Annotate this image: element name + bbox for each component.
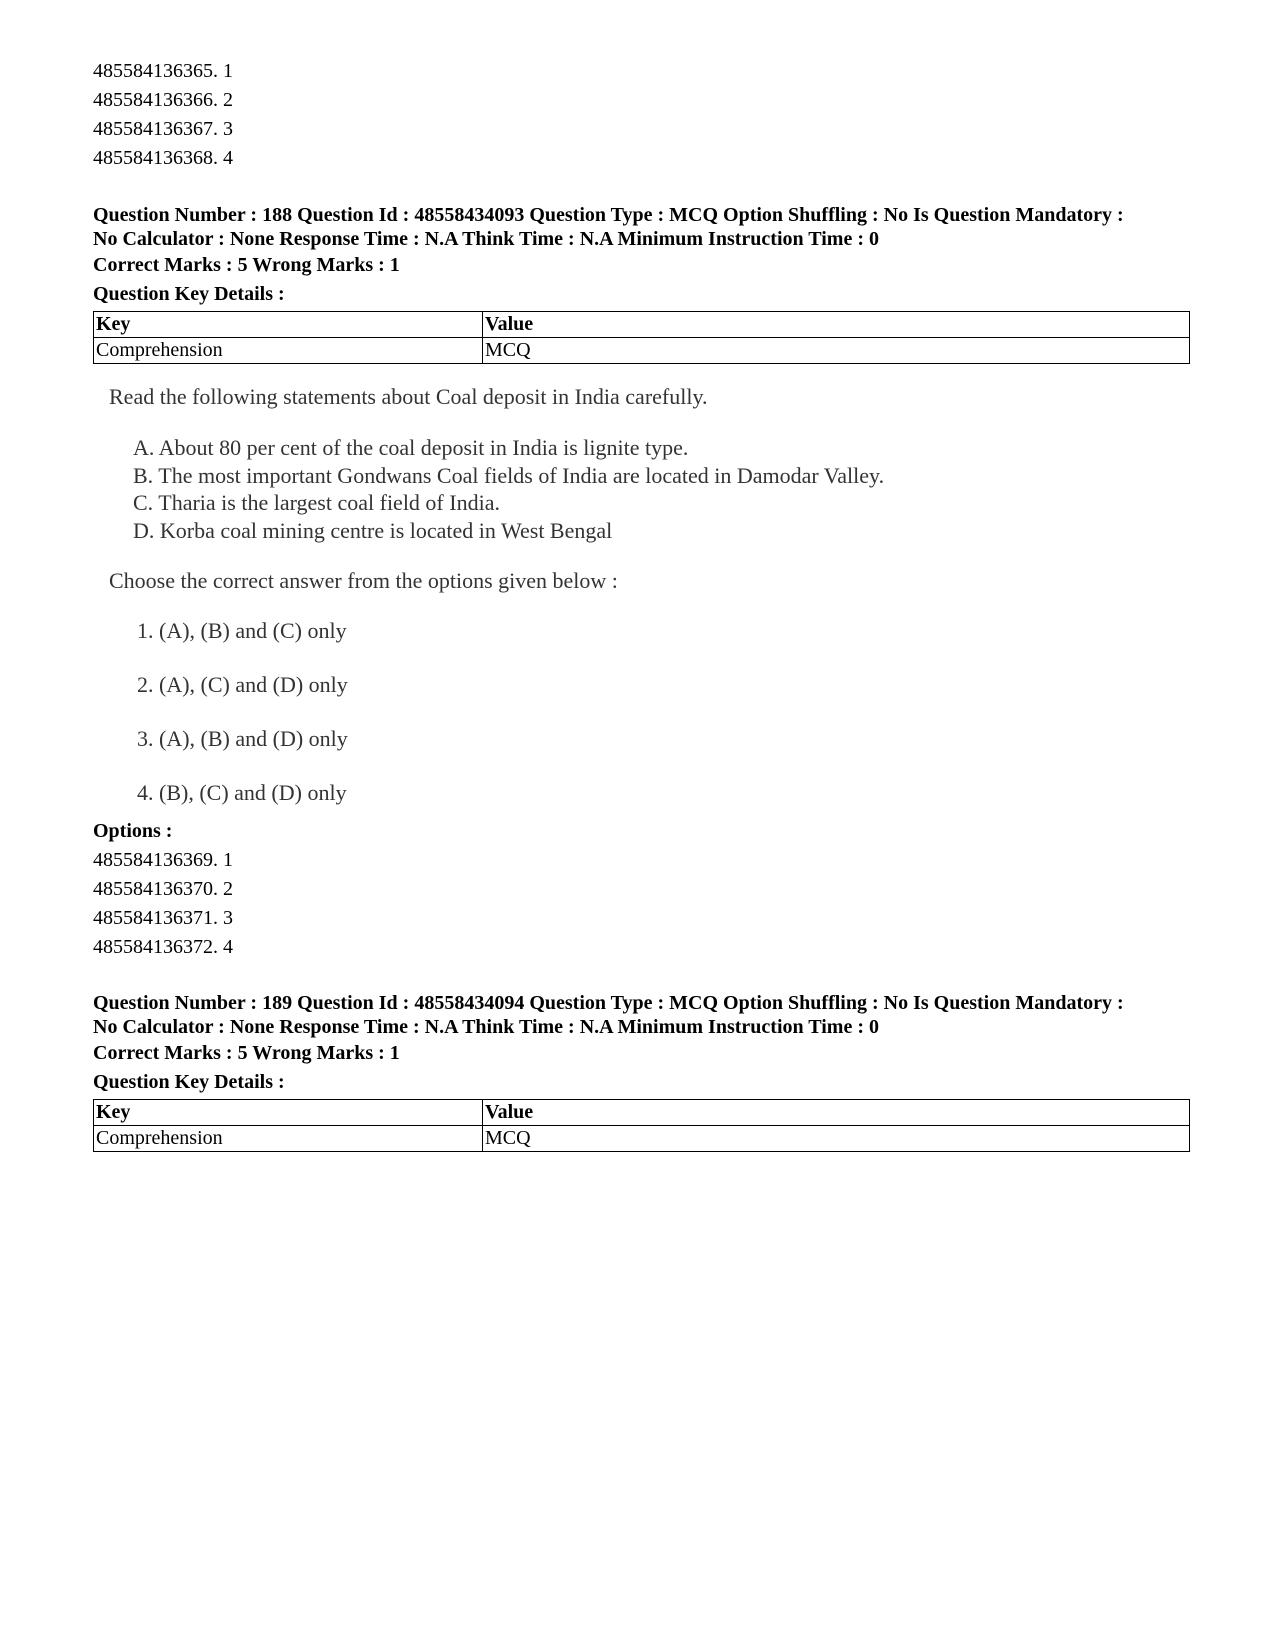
table-header-row <box>94 1100 1190 1126</box>
option-line: 485584136366. 2 <box>93 89 233 111</box>
marks-line: Correct Marks : 5 Wrong Marks : 1 <box>93 254 400 276</box>
key-details-table <box>93 1099 1190 1152</box>
table-header-row <box>94 312 1190 338</box>
question-189-block <box>93 991 1190 1152</box>
option-line: 485584136371. 3 <box>93 907 233 929</box>
key-details-table <box>93 311 1190 364</box>
option-line: 485584136367. 3 <box>93 118 233 140</box>
table-cell-key: Comprehension <box>94 1126 483 1152</box>
table-cell-value: MCQ <box>483 1126 1190 1152</box>
question-188-block <box>93 203 1190 364</box>
choose-instruction: Choose the correct answer from the options given below : <box>109 568 618 593</box>
choice-item: 2. (A), (C) and (D) only <box>137 672 348 697</box>
question-header-line1: Question Number : 188 Question Id : 48558434093 Question Type : MCQ Option Shuffling : No Is Question Mandatory : <box>93 204 1124 226</box>
choice-item: 4. (B), (C) and (D) only <box>137 780 347 805</box>
table-header-value: Value <box>483 1100 1190 1126</box>
option-line: 485584136370. 2 <box>93 878 233 900</box>
statement-item: A. About 80 per cent of the coal deposit in India is lignite type. <box>133 435 689 460</box>
question-header-line2: No Calculator : None Response Time : N.A Think Time : N.A Minimum Instruction Time : 0 <box>93 1016 879 1038</box>
choice-item: 1. (A), (B) and (C) only <box>137 618 347 643</box>
option-line: 485584136365. 1 <box>93 60 233 82</box>
question-header-line1: Question Number : 189 Question Id : 48558434094 Question Type : MCQ Option Shuffling : No Is Question Mandatory : <box>93 992 1124 1014</box>
table-header-key: Key <box>94 312 483 338</box>
statement-item: C. Tharia is the largest coal field of India. <box>133 490 500 515</box>
option-line: 485584136368. 4 <box>93 147 233 169</box>
statement-list <box>133 434 884 544</box>
key-details-title: Question Key Details : <box>93 1071 285 1093</box>
key-details-title: Question Key Details : <box>93 283 285 305</box>
table-row <box>94 338 1190 364</box>
marks-line: Correct Marks : 5 Wrong Marks : 1 <box>93 1042 400 1064</box>
table-header-value: Value <box>483 312 1190 338</box>
answer-choices <box>137 617 884 807</box>
options-title: Options : <box>93 820 173 842</box>
option-line: 485584136372. 4 <box>93 936 233 958</box>
table-header-key: Key <box>94 1100 483 1126</box>
table-cell-key: Comprehension <box>94 338 483 364</box>
choice-item: 3. (A), (B) and (D) only <box>137 726 348 751</box>
previous-question-options <box>93 57 233 173</box>
statement-item: D. Korba coal mining centre is located in West Bengal <box>133 517 613 543</box>
option-line: 485584136369. 1 <box>93 849 233 871</box>
question-188-image <box>109 383 884 833</box>
table-cell-value: MCQ <box>483 338 1190 364</box>
question-header-line2: No Calculator : None Response Time : N.A Think Time : N.A Minimum Instruction Time : 0 <box>93 228 879 250</box>
question-188-options <box>93 817 1190 962</box>
table-row <box>94 1126 1190 1152</box>
question-intro: Read the following statements about Coal deposit in India carefully. <box>109 384 708 409</box>
statement-item: B. The most important Gondwans Coal fields of India are located in Damodar Valley. <box>133 462 885 488</box>
